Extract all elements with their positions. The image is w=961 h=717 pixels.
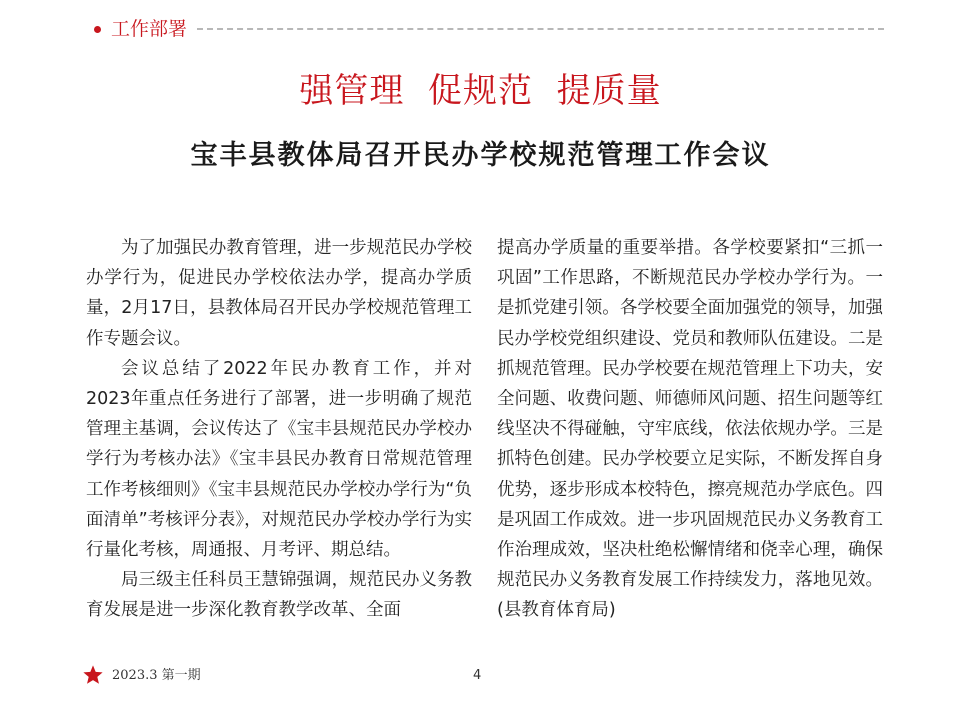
article-right-column [497,233,883,626]
article-subtitle: 宝丰县教体局召开民办学校规范管理工作会议 [190,140,771,171]
issue-label: 2023.3 第一期 [112,668,201,683]
bullet-dot-icon [94,26,101,33]
section-header [94,14,884,44]
paragraph-emphasis: 局三级主任科员王慧锦强调，规范民办义务教育发展是进一步深化教育教学改革、全面 [86,570,472,621]
article-title: 强管理 促规范 提质量 [299,71,662,111]
paragraph-intro: 为了加强民办教育管理，进一步规范民办学校办学行为，促进民办学校依法办学，提高办学质量，2月17日，县教体局召开民办学校规范管理工作专题会议。 [86,238,472,349]
paragraph-meeting-summary: 会议总结了2022年民办教育工作，并对2023年重点任务进行了部署，进一步明确了规范管理主基调，会议传达了《宝丰县规范民办学校办学行为考核办法》《宝丰县民办教育日常规范管理工作考核细则》《宝丰县规范民办学校办学行为“负面清单”考核评分表》，对规范民办学校办学行为实行量化考核，周通报、月考评、期总结。 [86,358,472,561]
section-label: 工作部署 [111,18,188,40]
header-dashed-divider [197,28,884,30]
page-number: 4 [473,668,482,683]
paragraph-continuation: 提高办学质量的重要举措。各学校要紧扣“三抓一巩固”工作思路，不断规范民办学校办学行为。一是抓党建引领。各学校要全面加强党的领导，加强民办学校党组织建设、党员和教师队伍建设。二是抓规范管理。民办学校要在规范管理上下功夫，安全问题、收费问题、师德师风问题、招生问题等红线坚决不得碰触，守牢底线，依法依规办学。三是抓特色创建。民办学校要立足实际，不断发挥自身优势，逐步形成本校特色，擦亮规范办学底色。四是巩固工作成效。进一步巩固规范民办义务教育工作治理成效，坚决杜绝松懈情绪和侥幸心理，确保规范民办义务教育发展工作持续发力，落地见效。 (县教育体育局) [497,238,883,621]
article-left-column [86,233,472,626]
red-star-icon [82,664,104,686]
